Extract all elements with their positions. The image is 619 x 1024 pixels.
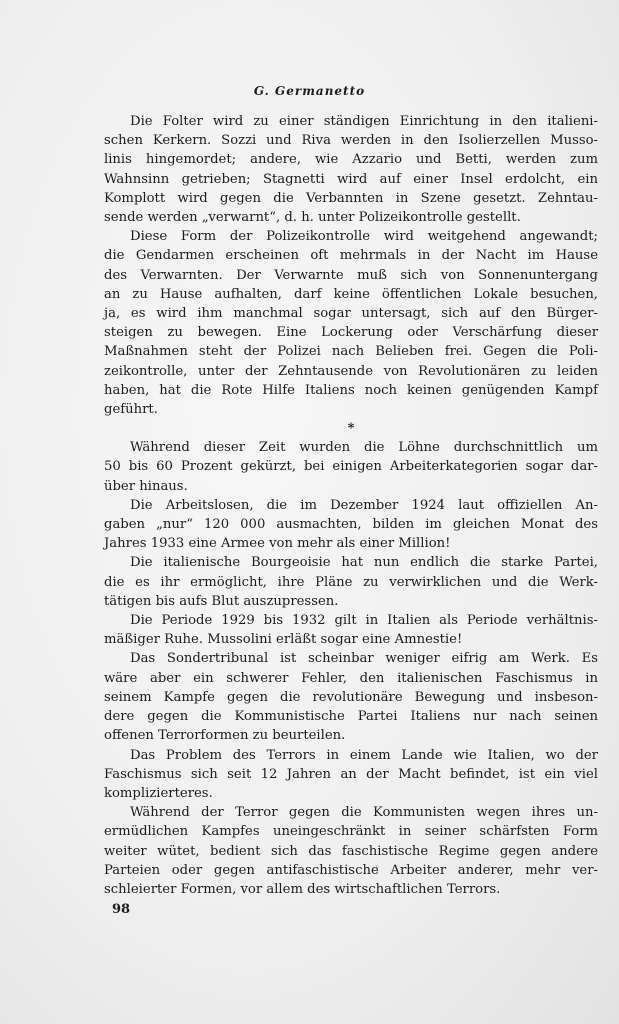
text-line: Das Problem des Terrors in einem Lande wie Italien, wo der <box>130 747 598 763</box>
text-line: dere gegen die Kommunistische Partei Italiens nur nach seinen <box>104 709 598 725</box>
page-number: 98 <box>112 902 131 917</box>
text-line: des Verwarnten. Der Verwarnte muß sich von Sonnenuntergang <box>104 267 598 283</box>
text-line: wäre aber ein schwerer Fehler, den italienischen Faschismus in <box>104 670 598 686</box>
text-line: schleierter Formen, vor allem des wirtschaftlichen Terrors. <box>104 881 501 897</box>
text-line: ermüdlichen Kampfes uneingeschränkt in seiner schärfsten Form <box>104 824 598 840</box>
paragraph <box>104 112 598 227</box>
text-line: haben, hat die Rote Hilfe Italiens noch keinen genügenden Kampf <box>104 382 598 398</box>
text-line: an zu Hause aufhalten, darf keine öffentlichen Lokale besuchen, <box>104 286 598 302</box>
text-line: mäßiger Ruhe. Mussolini erläßt sogar eine Amnestie! <box>104 632 463 648</box>
text-line: die es ihr ermöglicht, ihre Pläne zu verwirklichen und die Werk- <box>104 574 598 590</box>
running-header: G. Germanetto <box>253 84 366 98</box>
text-line: gaben „nur“ 120 000 ausmachten, bilden im gleichen Monat des <box>104 517 598 533</box>
paragraph <box>104 611 598 649</box>
section-separator: * <box>347 421 355 437</box>
text-line: Die italienische Bourgeoisie hat nun endlich die starke Partei, <box>130 555 598 571</box>
text-line: linis hingemordet; andere, wie Azzario und Betti, werden zum <box>104 152 598 168</box>
text-line: Die Periode 1929 bis 1932 gilt in Italien als Periode verhältnis- <box>130 613 598 629</box>
text-line: offenen Terrorformen zu beurteilen. <box>104 728 346 744</box>
paragraph <box>104 496 598 554</box>
text-line: schen Kerkern. Sozzi und Riva werden in den Isolierzellen Musso- <box>104 133 598 149</box>
text-line: über hinaus. <box>104 478 188 494</box>
text-line: Das Sondertribunal ist scheinbar weniger eifrig am Werk. Es <box>130 651 598 667</box>
text-line: ja, es wird ihm manchmal sogar untersagt, sich auf den Bürger- <box>104 306 598 322</box>
paragraph <box>104 746 598 804</box>
text-line: steigen zu bewegen. Eine Lockerung oder Verschärfung dieser <box>104 325 598 341</box>
text-line: Wahnsinn getrieben; Stagnetti wird auf einer Insel erdolcht, ein <box>104 171 598 187</box>
text-line: Die Folter wird zu einer ständigen Einrichtung in den italieni- <box>130 114 598 129</box>
text-line: geführt. <box>104 402 158 418</box>
text-line: Maßnahmen steht der Polizei nach Belieben frei. Gegen die Poli- <box>104 344 598 360</box>
text-line: 50 bis 60 Prozent gekürzt, bei einigen Arbeiterkategorien sogar dar- <box>104 459 598 475</box>
text-line: sende werden „verwarnt“, d. h. unter Polizeikontrolle gestellt. <box>104 210 521 226</box>
text-line: Faschismus sich seit 12 Jahren an der Macht befindet, ist ein viel <box>104 766 598 782</box>
text-line: Diese Form der Polizeikontrolle wird weitgehend angewandt; <box>130 229 598 245</box>
text-line: die Gendarmen erscheinen oft mehrmals in der Nacht im Hause <box>104 248 598 264</box>
text-line: Während dieser Zeit wurden die Löhne durchschnittlich um <box>130 440 598 456</box>
text-line: Während der Terror gegen die Kommunisten wegen ihres un- <box>130 805 598 821</box>
paragraph <box>104 227 598 419</box>
text-line: komplizierteres. <box>104 785 213 801</box>
paragraph <box>104 803 598 899</box>
text-line: tätigen bis aufs Blut auszupressen. <box>104 593 339 609</box>
paragraph <box>104 649 598 745</box>
text-line: weiter wütet, bedient sich das faschistische Regime gegen andere <box>104 843 598 859</box>
text-line: Parteien oder gegen antifaschistische Arbeiter anderer, mehr ver- <box>104 862 598 878</box>
paragraph <box>104 438 598 496</box>
text-line: Jahres 1933 eine Armee von mehr als einer Million! <box>104 536 451 552</box>
text-line: seinem Kampfe gegen die revolutionäre Bewegung und insbeson- <box>104 689 598 705</box>
text-line: Komplott wird gegen die Verbannten in Szene gesetzt. Zehntau- <box>104 190 598 206</box>
text-line: Die Arbeitslosen, die im Dezember 1924 laut offiziellen An- <box>130 497 598 513</box>
paragraph <box>104 553 598 611</box>
text-line: zeikontrolle, unter der Zehntausende von Revolutionären zu leiden <box>104 363 598 379</box>
body-text <box>104 112 598 899</box>
